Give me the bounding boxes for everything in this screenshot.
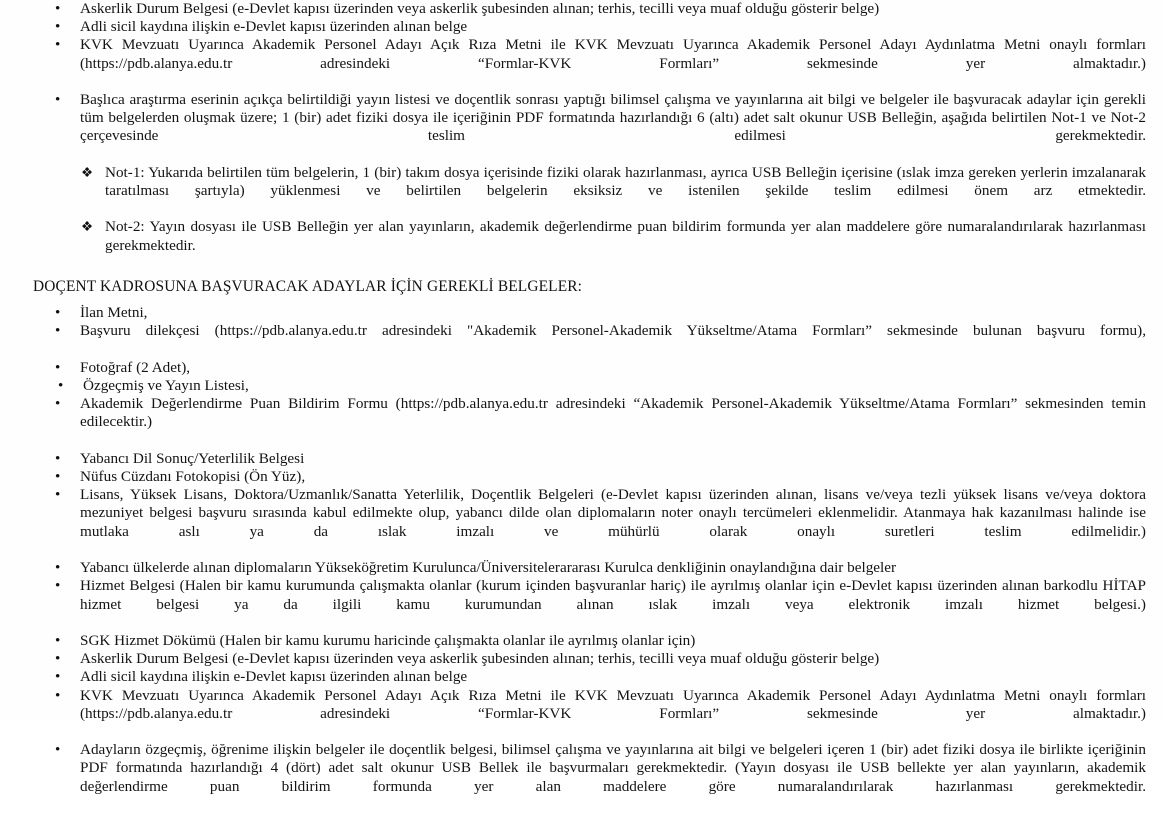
list-item-text: Nüfus Cüzdanı Fotokopisi (Ön Yüz), xyxy=(80,468,306,486)
bullet-icon: • xyxy=(55,18,61,36)
bullet-icon: • xyxy=(55,449,61,467)
sub-list-item-note-2 xyxy=(0,218,1163,273)
bullet-icon: • xyxy=(55,686,61,704)
list-item-text: Yabancı Dil Sonuç/Yeterlilik Belgesi xyxy=(80,449,305,467)
list-item xyxy=(0,377,1163,395)
list-item xyxy=(0,91,1163,164)
list-item xyxy=(0,359,1163,377)
bullet-icon: • xyxy=(55,650,61,668)
list-item xyxy=(0,322,1163,358)
bullet-icon: • xyxy=(55,0,61,17)
sub-list-item-text: Not-2: Yayın dosyası ile USB Belleğin yer alan yayınların, akademik değerlendirme puan bildirim formunda yer alan maddelere göre numaralandırılarak hazırlanması gerekmektedir. xyxy=(105,218,1146,254)
bullet-icon: • xyxy=(55,486,61,504)
list-item-text: Lisans, Yüksek Lisans, Doktora/Uzmanlık/Sanatta Yeterlilik, Doçentlik Belgeleri (e-Devlet kapısı üzerinden alınan, lisans ve/veya tezli yüksek lisans ve/veya doktora mezuniyet belgesi başvuru sırasında kabul edilmekte olup, yabancı dilde olan diplomaların noter onaylı tercümeleri eklenmelidir. Atanmaya hak kazanılması halinde ise mutlaka aslı ya da ıslak imzalı ve mühürlü olarak onaylı suretleri teslim edilmelidir.) xyxy=(80,486,1146,540)
list-item-text: Adayların özgeçmiş, öğrenime ilişkin belgeler ile doçentlik belgesi, bilimsel çalışma ve yayınlarına ait bilgi ve belgeleri içeren 1 (bir) adet fiziki dosya ile birlikte içeriğinin PDF formatında hazırlandığı 4 (dört) adet salt okunur USB Bellek ile başvurmaları gerekmektedir. (Yayın dosyası ile USB bellekte yer alan yayınların, akademik değerlendirme puan bildirim formunda yer alan maddelere göre numaralandırılarak hazırlanması gerekmektedir. xyxy=(80,741,1146,795)
list-item xyxy=(0,450,1163,468)
bullet-icon: • xyxy=(55,668,61,686)
bullet-icon: • xyxy=(55,91,61,109)
list-item xyxy=(0,468,1163,486)
list-item-text: KVK Mevzuatı Uyarınca Akademik Personel Adayı Açık Rıza Metni ile KVK Mevzuatı Uyarınca Akademik Personel Adayı Aydınlatma Metni onaylı formları (https://pdb.alanya.edu.tr adresindeki “Formlar-KVK Formları” sekmesinde yer almaktadır.) xyxy=(80,686,1146,722)
bullet-icon: • xyxy=(55,559,61,577)
list-item xyxy=(0,577,1163,632)
bullet-icon: • xyxy=(58,377,64,395)
list-item-text: Özgeçmiş ve Yayın Listesi, xyxy=(83,377,249,395)
list-item xyxy=(0,18,1163,36)
list-item-text: SGK Hizmet Dökümü (Halen bir kamu kurumu haricinde çalışmakta olanlar ile ayrılmış olanlar için) xyxy=(80,631,696,649)
list-item-text: Hizmet Belgesi (Halen bir kamu kurumunda çalışmakta olanlar (kurum içinden başvuranlar hariç) ile ayrılmış olanlar için e-Devlet kapısı üzerinden alınan barkodlu HİTAP hizmet belgesi ya da ilgili kamu kurumundan alınan ıslak imzalı veya elektronik imzalı hizmet belgesi.) xyxy=(80,577,1146,613)
bullet-icon: • xyxy=(55,395,61,413)
list-item xyxy=(0,395,1163,450)
spacer xyxy=(0,296,1163,304)
list-item xyxy=(0,650,1163,668)
list-item-text: Askerlik Durum Belgesi (e-Devlet kapısı üzerinden veya askerlik şubesinden alınan; terhis, tecilli veya muaf olduğu gösterir belge) xyxy=(80,0,880,17)
top-requirements-list xyxy=(0,0,1163,273)
list-item xyxy=(0,304,1163,322)
bullet-icon: • xyxy=(55,322,61,340)
list-item-text: Akademik Değerlendirme Puan Bildirim Formu (https://pdb.alanya.edu.tr adresindeki “Akademik Personel-Akademik Yükseltme/Atama Formları” sekmesinden temin edilecektir.) xyxy=(80,395,1146,431)
list-item xyxy=(0,668,1163,686)
list-item-text: İlan Metni, xyxy=(80,304,148,322)
list-item xyxy=(0,0,1163,18)
bullet-icon: • xyxy=(55,36,61,54)
list-item-text: Adli sicil kaydına ilişkin e-Devlet kapısı üzerinden alınan belge xyxy=(80,668,468,686)
list-item xyxy=(0,36,1163,91)
floral-bullet-icon: ❖ xyxy=(81,164,94,180)
list-item-text: Askerlik Durum Belgesi (e-Devlet kapısı üzerinden veya askerlik şubesinden alınan; terhis, tecilli veya muaf olduğu gösterir belge) xyxy=(80,650,880,668)
docent-requirements-list xyxy=(0,304,1163,814)
list-item-text: Adli sicil kaydına ilişkin e-Devlet kapısı üzerinden alınan belge xyxy=(80,18,468,36)
list-item-text: KVK Mevzuatı Uyarınca Akademik Personel Adayı Açık Rıza Metni ile KVK Mevzuatı Uyarınca Akademik Personel Adayı Aydınlatma Metni onaylı formları (https://pdb.alanya.edu.tr adresindeki “Formlar-KVK Formları” sekmesinde yer almaktadır.) xyxy=(80,36,1146,72)
list-item-text: Fotoğraf (2 Adet), xyxy=(80,358,191,376)
sub-list-item-note-1 xyxy=(0,164,1163,219)
list-item xyxy=(0,559,1163,577)
bullet-icon: • xyxy=(55,577,61,595)
list-item-text: Yabancı ülkelerde alınan diplomaların Yükseköğretim Kurulunca/Üniversitelerararası Kurulca denkliğinin onaylandığına dair belgeler xyxy=(80,559,897,577)
floral-bullet-icon: ❖ xyxy=(81,219,94,235)
list-item-text: Başvuru dilekçesi (https://pdb.alanya.edu.tr adresindeki "Akademik Personel-Akademik Yükseltme/Atama Formları” sekmesinde bulunan başvuru formu), xyxy=(80,322,1146,340)
list-item xyxy=(0,741,1163,814)
bullet-icon: • xyxy=(55,358,61,376)
bullet-icon: • xyxy=(55,741,61,759)
bullet-icon: • xyxy=(55,468,61,486)
bullet-icon: • xyxy=(55,631,61,649)
list-item-text: Başlıca araştırma eserinin açıkça belirtildiği yayın listesi ve doçentlik sonrası yaptığı bilimsel çalışma ve yayınlarına ait bilgi ve belgeler ile başvuracak adaylar için gerekli tüm belgelerden oluşmak üzere; 1 (bir) adet fiziki dosya ile içeriğinin PDF formatında hazırlandığı 6 (altı) adet salt okunur USB Belleğin, aşağıda belirtilen Not-1 ve Not-2 çerçevesinde teslim edilmesi gerekmektedir. xyxy=(80,91,1146,145)
section-heading-docent: DOÇENT KADROSUNA BAŞVURACAK ADAYLAR İÇİN GEREKLİ BELGELER: xyxy=(33,278,583,296)
list-item xyxy=(0,486,1163,559)
sub-list-item-text: Not-1: Yukarıda belirtilen tüm belgelerin, 1 (bir) takım dosya içerisinde fiziki olarak hazırlanması, ayrıca USB Belleğin içerisine (ıslak imza gereken yerlerin imzalanarak taratılması şartıyla) yüklenmesi ve belirtilen belgelerin eksiksiz ve istenilen şekilde teslim edilmesi önem arz etmektedir. xyxy=(105,163,1146,200)
list-item xyxy=(0,687,1163,742)
list-item xyxy=(0,632,1163,650)
bullet-icon: • xyxy=(55,304,61,322)
